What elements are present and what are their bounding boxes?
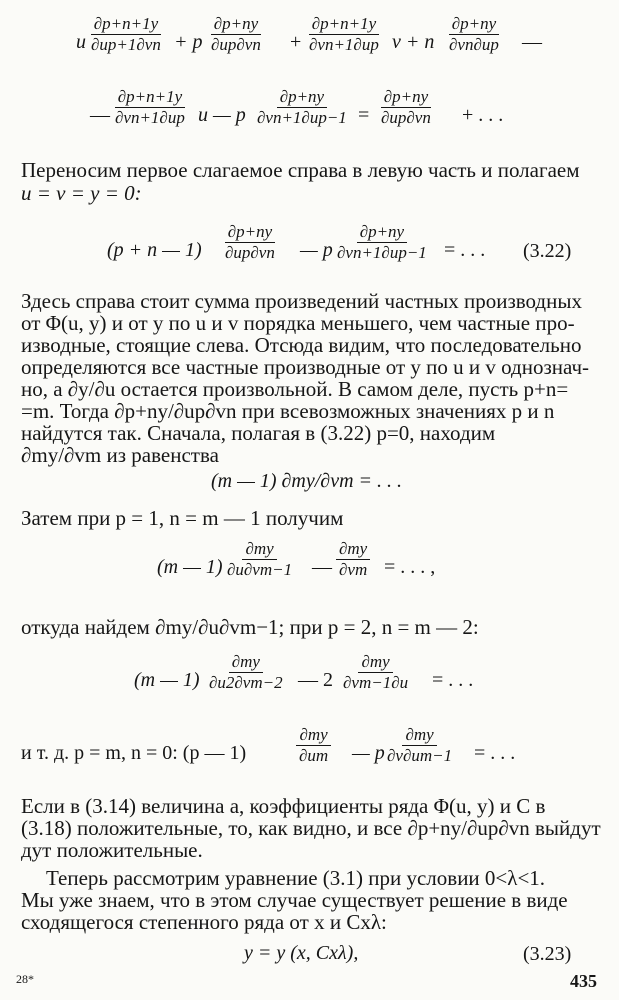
operator: + . . . [462, 104, 504, 126]
equation-m4 [0, 723, 619, 773]
fraction: $\frac{\partial my}{\partial v\partial um-1}$ [387, 725, 453, 765]
fraction: $\frac{\partial my}{\partial vm}$ [336, 539, 370, 579]
fraction: $\frac{\partial p+ny}{\partial vn\partial up}$ [449, 14, 499, 54]
operator: (m — 1) [157, 556, 223, 578]
operator: + p [174, 31, 203, 53]
operator: = [358, 104, 370, 126]
fraction: $\frac{\partial p+ny}{\partial up\partial vn}$ [381, 87, 431, 127]
operator: = . . . , [384, 556, 436, 578]
equation-m1: (m — 1) ∂my/∂vm = . . . [211, 470, 403, 492]
fraction: $\frac{\partial p+n+1y}{\partial up+1\partial vn}$ [91, 14, 161, 54]
text-line: дут положительные. [21, 838, 203, 862]
signature-mark: 28* [16, 972, 34, 986]
operator: + [290, 31, 302, 53]
text-line: =m. Тогда ∂p+ny/∂up∂vn при всевозможных значениях p и n [21, 399, 555, 423]
equation-m2 [0, 537, 619, 587]
text-line: u = v = y = 0: [21, 181, 142, 205]
operator: — [522, 31, 542, 53]
operator: и т. д. p = m, n = 0: (p — 1) [21, 742, 247, 764]
operator: = . . . [432, 669, 474, 691]
fraction: $\frac{\partial p+ny}{\partial vn+1\partial up-1}$ [257, 87, 347, 127]
operator: — [90, 104, 110, 126]
text-line: но, а ∂y/∂u остается произвольной. В самом деле, пусть p+n= [21, 377, 569, 401]
text-line: (3.18) положительные, то, как видно, и все ∂p+ny/∂up∂vn выйдут [21, 816, 601, 840]
operator: — [312, 556, 332, 578]
text-line: определяются все частные производные от y по u и v однознач- [21, 355, 590, 379]
fraction: $\frac{\partial p+ny}{\partial up\partial vn}$ [211, 14, 261, 54]
fraction: $\frac{\partial p+ny}{\partial up\partial vn}$ [225, 222, 275, 262]
text-line: ∂my/∂vm из равенства [21, 443, 219, 467]
fraction: $\frac{\partial my}{\partial vm-1\partial u}$ [343, 652, 409, 692]
text-line: Затем при p = 1, n = m — 1 получим [21, 506, 344, 530]
text-line: Переносим первое слагаемое справа в левую часть и полагаем [21, 158, 580, 182]
fraction: $\frac{\partial my}{\partial um}$ [296, 725, 331, 765]
fraction: $\frac{\partial p+ny}{\partial vn+1\partial up-1}$ [337, 222, 427, 262]
fraction: $\frac{\partial my}{\partial u2\partial vm-2}$ [209, 652, 283, 692]
text-line: от Φ(u, y) и от y по u и v порядка меньшего, чем частные про- [21, 311, 575, 335]
equation-m3 [0, 650, 619, 700]
equation-number: (3.23) [523, 943, 572, 965]
text-line: Теперь рассмотрим уравнение (3.1) при условии 0<λ<1. [46, 866, 546, 890]
operator: = . . . [444, 239, 486, 261]
equation-3-23: y = y (x, Cxλ), [244, 942, 359, 964]
text-line: Если в (3.14) величина a, коэффициенты ряда Φ(u, y) и C в [21, 794, 546, 818]
operator: — 2 [298, 669, 333, 691]
operator: — p [352, 742, 385, 764]
operator: (p + n — 1) [107, 239, 202, 261]
text-line: сходящегося степенного ряда от x и Cxλ: [21, 910, 387, 934]
symbol-u: u [76, 31, 86, 53]
text-line: изводные, стоящие слева. Отсюда видим, что последовательно [21, 333, 582, 357]
operator: v + n [392, 31, 435, 53]
operator: u — p [198, 104, 246, 126]
top-equation-line-2 [0, 85, 619, 135]
text-line: Мы уже знаем, что в этом случае существует решение в виде [21, 888, 568, 912]
operator: — p [300, 239, 333, 261]
fraction: $\frac{\partial p+n+1y}{\partial vn+1\partial up}$ [115, 87, 185, 127]
text-line: откуда найдем ∂my/∂u∂vm−1; при p = 2, n = m — 2: [21, 615, 479, 639]
equation-number: (3.22) [523, 240, 572, 262]
operator: (m — 1) [134, 669, 200, 691]
top-equation-line-1 [0, 12, 619, 62]
text-line: Здесь справа стоит сумма произведений частных производных [21, 289, 582, 313]
operator: = . . . [474, 742, 516, 764]
fraction: $\frac{\partial my}{\partial u\partial vm-1}$ [227, 539, 293, 579]
fraction: $\frac{\partial p+n+1y}{\partial vn+1\partial up}$ [309, 14, 379, 54]
equation-3-22 [0, 220, 619, 270]
text-line: найдутся так. Сначала, полагая в (3.22) p=0, находим [21, 421, 496, 445]
page-number: 435 [570, 971, 597, 991]
